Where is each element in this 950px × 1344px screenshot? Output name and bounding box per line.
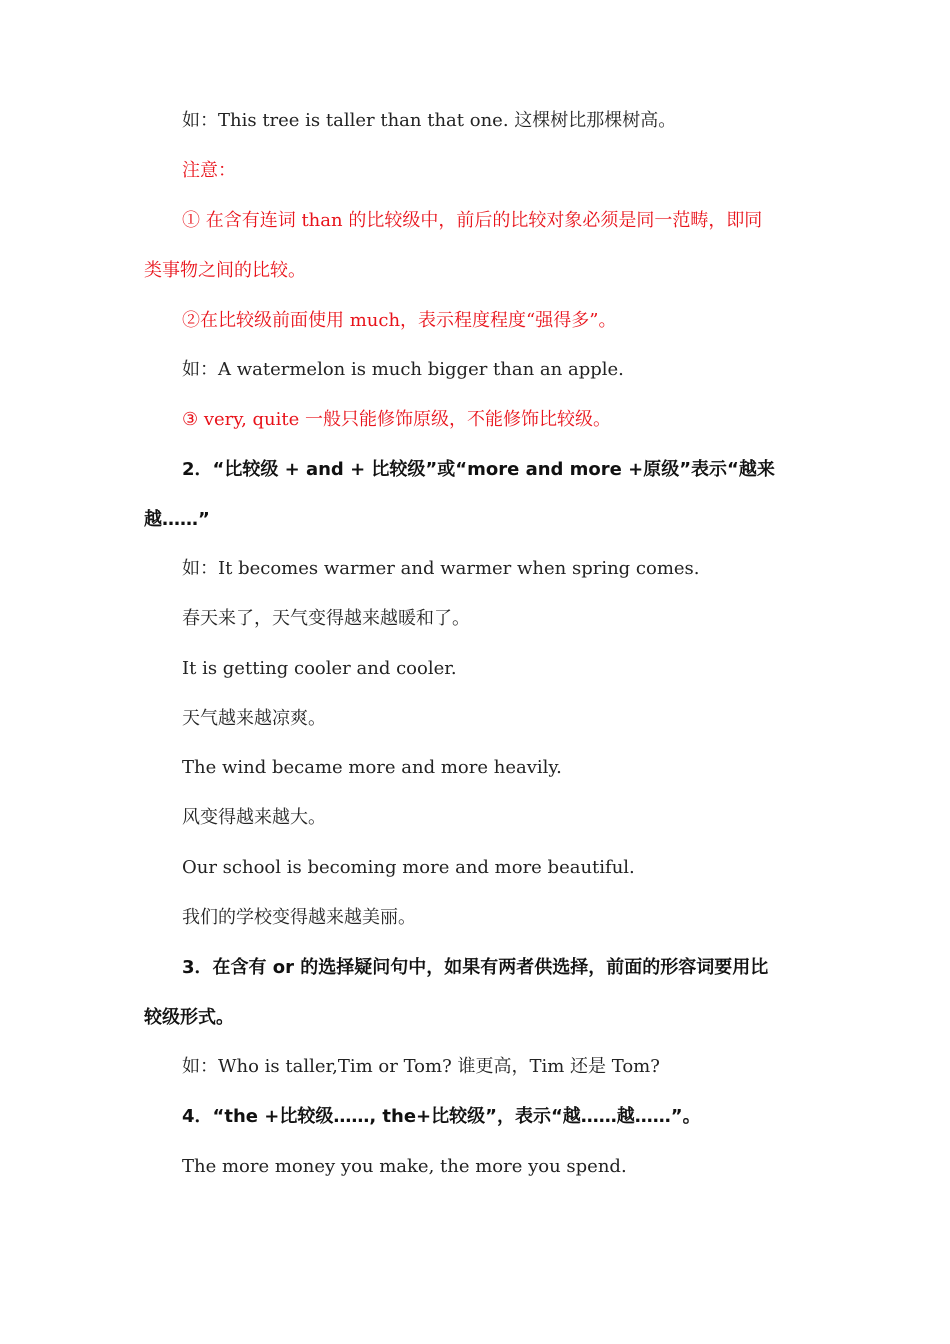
translation-line-4: 天气越来越凉爽。: [182, 708, 326, 729]
example-line-2: 如：A watermelon is much bigger than an apple.: [182, 359, 624, 380]
note-item-1: ① 在含有连词 than 的比较级中，前后的比较对象必须是同一范畴，即同: [182, 210, 763, 231]
note-item-1-continued: 类事物之间的比较。: [144, 260, 306, 281]
translation-line-5: 风变得越来越大。: [182, 807, 326, 828]
example-line-1: 如：This tree is taller than that one. 这棵树比那棵树高。: [182, 110, 677, 131]
section-4-heading: 4．“the +比较级……, the+比较级”，表示“越……越……”。: [182, 1106, 701, 1127]
example-line-8: The more money you make, the more you spend.: [182, 1156, 627, 1177]
section-2-heading: 2．“比较级 + and + 比较级”或“more and more +原级”表示“越来: [182, 459, 775, 480]
example-line-7: 如：Who is taller,Tim or Tom? 谁更高，Tim 还是 Tom?: [182, 1056, 660, 1077]
example-line-5: The wind became more and more heavily.: [182, 757, 562, 778]
section-3-heading: 3．在含有 or 的选择疑问句中，如果有两者供选择，前面的形容词要用比: [182, 957, 769, 978]
translation-line-3: 春天来了，天气变得越来越暖和了。: [182, 608, 470, 629]
section-3-heading-continued: 较级形式。: [144, 1007, 234, 1028]
translation-line-6: 我们的学校变得越来越美丽。: [182, 907, 416, 928]
note-item-3: ③ very, quite 一般只能修饰原级，不能修饰比较级。: [182, 409, 611, 430]
example-line-3: 如：It becomes warmer and warmer when spring comes.: [182, 558, 700, 579]
note-heading: 注意：: [182, 160, 236, 181]
note-item-2: ②在比较级前面使用 much，表示程度程度“强得多”。: [182, 310, 617, 331]
example-line-4: It is getting cooler and cooler.: [182, 658, 457, 679]
example-line-6: Our school is becoming more and more beautiful.: [182, 857, 635, 878]
section-2-heading-continued: 越……”: [144, 509, 210, 530]
